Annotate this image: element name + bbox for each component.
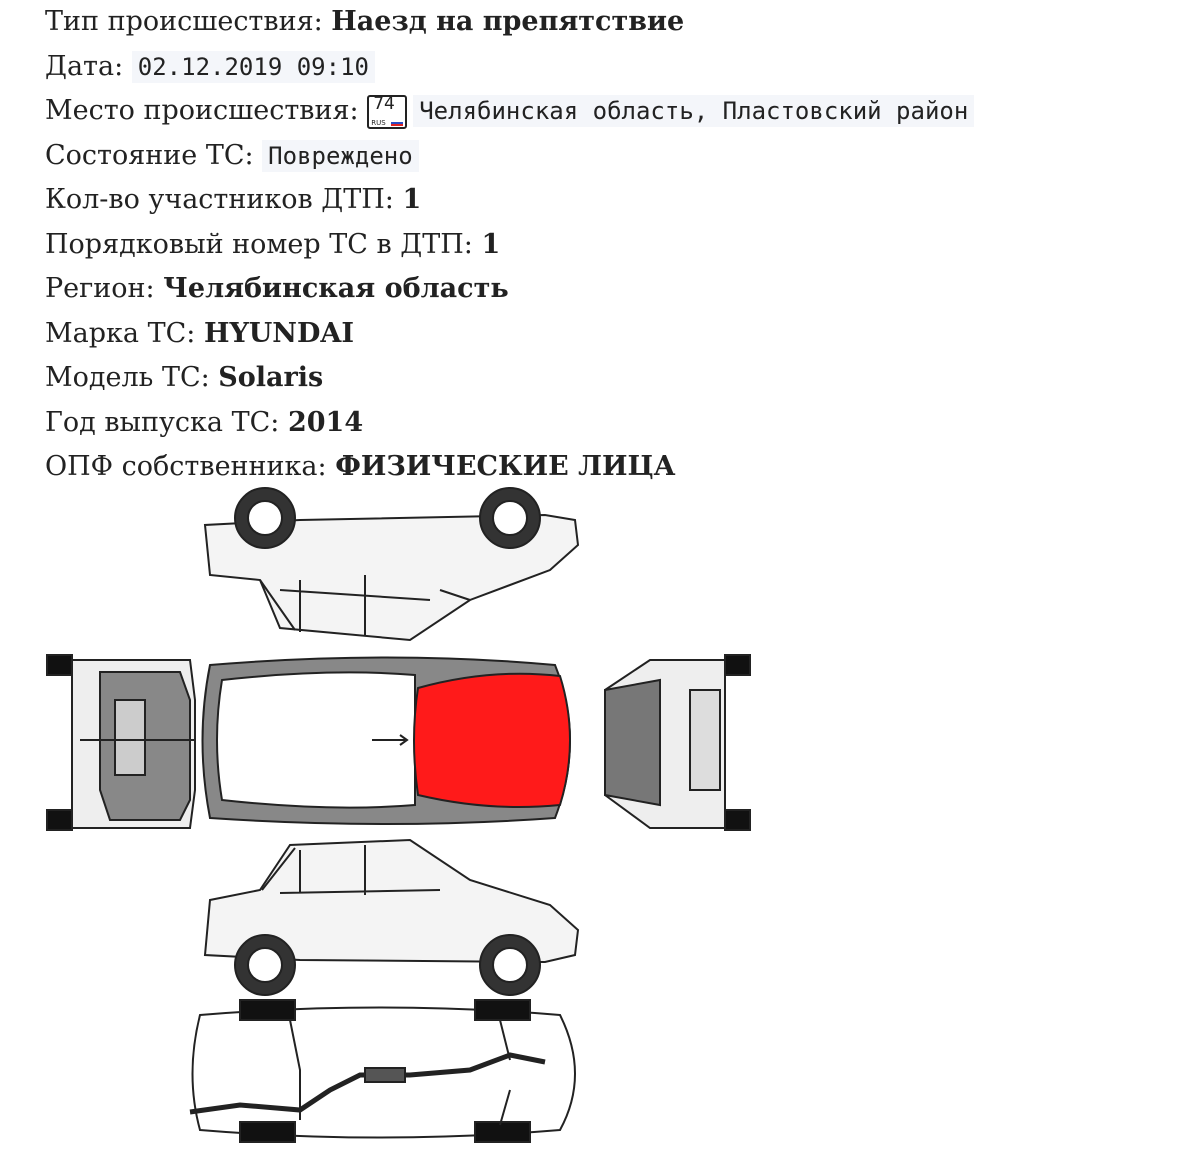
vehicle-state-value: Повреждено xyxy=(262,140,419,172)
car-rear-view xyxy=(47,655,195,830)
owner-type-value: ФИЗИЧЕСКИЕ ЛИЦА xyxy=(335,451,676,482)
car-underbody-view xyxy=(190,1000,575,1142)
brand-value: HYUNDAI xyxy=(203,317,354,349)
label: Состояние ТС: xyxy=(45,139,254,171)
plate-code: 74 xyxy=(373,93,395,114)
vehicle-number-value: 1 xyxy=(481,228,501,260)
region-value: Челябинская область xyxy=(163,273,509,304)
label: Место происшествия: xyxy=(45,95,359,126)
label: Тип происшествия: xyxy=(45,6,323,37)
car-side-view-right xyxy=(205,840,578,995)
date-value: 02.12.2019 09:10 xyxy=(132,51,375,83)
car-front-view xyxy=(605,655,750,830)
label: Кол-во участников ДТП: xyxy=(45,184,394,215)
year-value: 2014 xyxy=(287,406,364,438)
label: Регион: xyxy=(45,273,155,304)
car-top-view xyxy=(203,658,571,825)
location-value: Челябинская область, Пластовский район xyxy=(413,95,974,127)
car-side-view-left xyxy=(205,488,578,640)
label: ОПФ собственника: xyxy=(45,451,327,482)
label: Дата: xyxy=(45,50,124,82)
plate-country: RUS xyxy=(371,118,386,127)
label: Порядковый номер ТС в ДТП: xyxy=(45,228,473,260)
damaged-hood xyxy=(414,674,570,807)
incident-type-value: Наезд на препятствие xyxy=(331,6,685,37)
participants-value: 1 xyxy=(402,184,422,215)
model-value: Solaris xyxy=(218,362,324,393)
label: Марка ТС: xyxy=(45,317,196,349)
label: Модель ТС: xyxy=(45,362,210,393)
label: Год выпуска ТС: xyxy=(45,406,280,438)
